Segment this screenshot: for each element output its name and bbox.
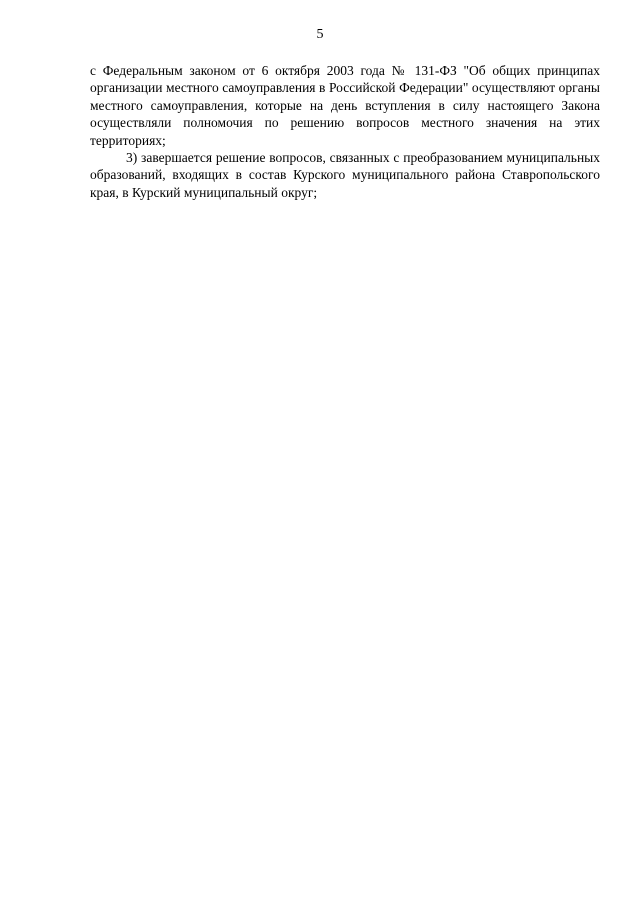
- paragraph-continuation: с Федеральным законом от 6 октября 2003 года № 131-ФЗ "Об общих принципах организации местного самоуправления в Российской Федерации" осуществляют органы местного самоуправления, которые на день вступления в силу настоящего Закона осуществляли полномочия по решению вопросов местного значения на этих территориях;: [90, 63, 600, 148]
- document-body: [90, 62, 600, 201]
- paragraph-item-3: 3) завершается решение вопросов, связанных с преобразованием муниципальных образований, входящих в состав Курского муниципального района Ставропольского края, в Курский муниципальный округ;: [90, 150, 600, 200]
- page-number: 5: [316, 27, 324, 42]
